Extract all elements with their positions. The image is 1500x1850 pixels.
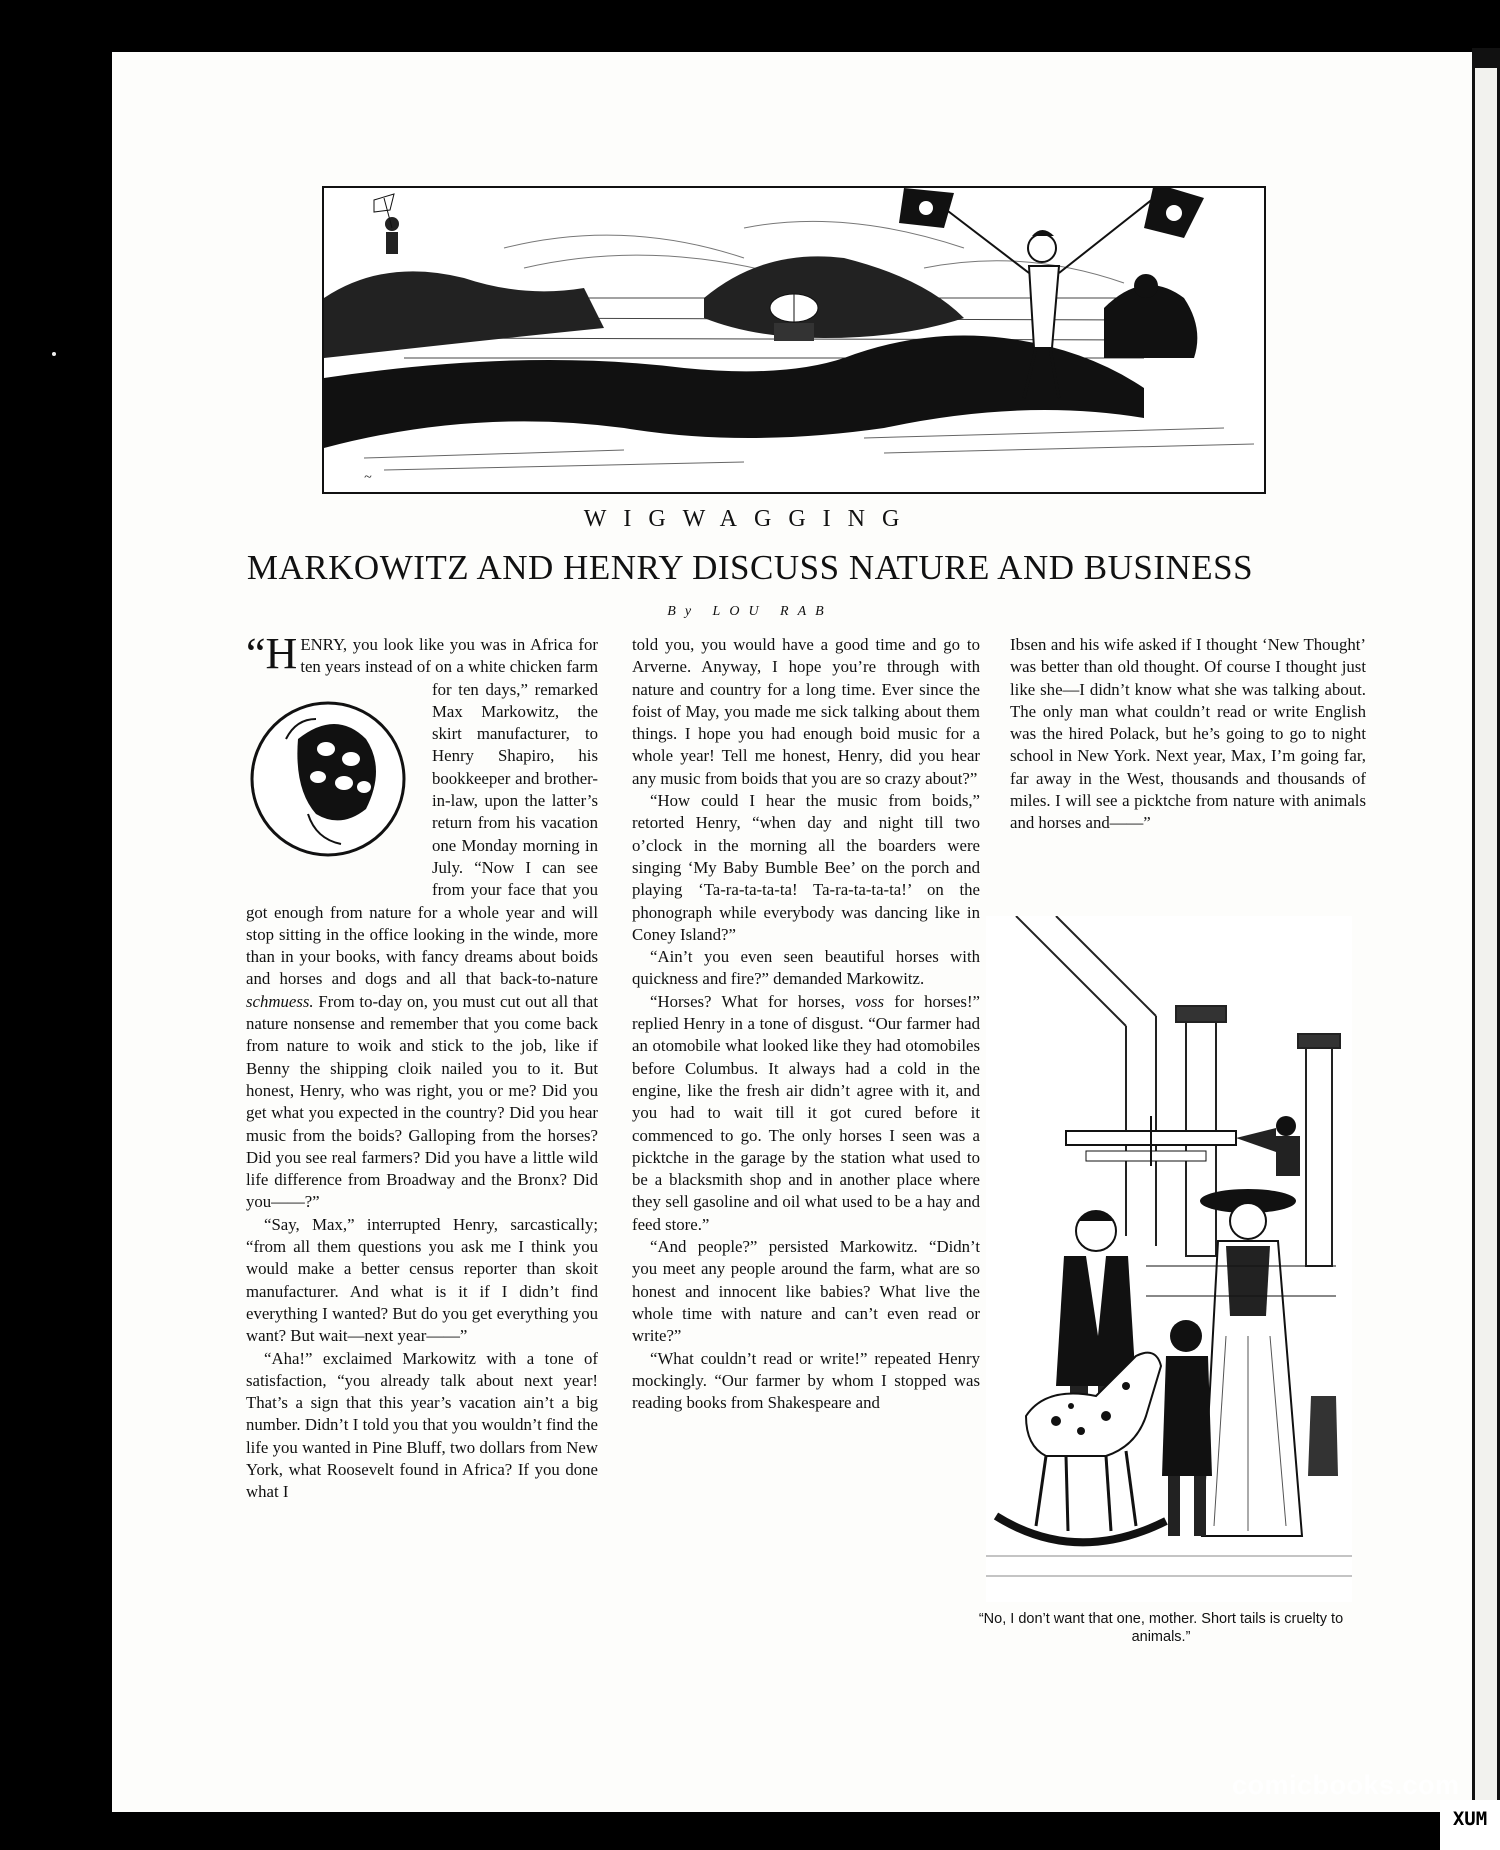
paragraph: Ibsen and his wife asked if I thought ‘New Thought’ was better than old thought. Of course I thought just like she—I didn’t know what she was talking about. The only man what couldn’t read or write English was the hired Polack, but he’s going to go to night school in New York. Next year, Max, I’m going far, far away in the West, thousands and thousands of miles. I will see a picktche from nature with animals and horses and——” (1010, 635, 1366, 833)
drop-cap: “H (246, 629, 298, 678)
paragraph-text: ENRY, you look like you was in Africa for ten years instead of on a white chicken farm for ten days,” (300, 635, 598, 699)
reclining-figure (770, 294, 818, 341)
paragraph (632, 991, 980, 1236)
scan-speck (52, 352, 56, 356)
paragraph: “Ain’t you even seen beautiful horses with quickness and fire?” demanded Markowitz. (632, 947, 980, 989)
article-column-1 (246, 629, 598, 1504)
facing-page-edge (1472, 48, 1500, 1820)
paragraph (246, 629, 598, 1214)
emphasis-text: schmuess. (246, 991, 314, 1011)
paragraph: “What couldn’t read or write!” repeated Henry mockingly. “Our farmer by whom I stopped was reading books from Shakespeare and (632, 1348, 980, 1413)
article-column-2 (632, 634, 980, 1414)
section-kicker: WIGWAGGING (583, 506, 917, 532)
byline: By LOU RAB (667, 604, 833, 619)
artist-signature: ~ (364, 470, 372, 485)
site-watermark: comicbooks.com (1232, 1770, 1460, 1800)
paragraph-text: “Horses? What for horses, (650, 991, 856, 1011)
paragraph: “And people?” persisted Markowitz. “Didn’t you meet any people around the farm, what are so honest and innocent like babies? What live the whole time with nature and can’t even read or write?” (632, 1237, 980, 1346)
paragraph-text: for horses!” replied Henry in a tone of disgust. “Our farmer had an otomobile what looked like they had otomobiles before Columbus. It always had a cold in the engine, like the fresh air didn’t agree with it, and you had to wait till it got cured before it commenced to go. The only horses I seen was a picktche in the garage by the station what used to be a blacksmith shop and in another place where they sell gasoline and oil what used to be a hay and feed store.” (632, 991, 981, 1234)
header-illustration (322, 186, 1266, 494)
paragraph-text: remarked Max Markowitz, the skirt manufacturer, to Henry Shapiro, his bookkeeper and brother-in-law, upon the latter’s return from his vacation one Monday morning in July. “Now I can see from your face that you got enough from nature for a whole year and will stop sitting in the office looking in the winde, more than in your books, with fancy dreams about boids and horses and dogs and all that back-to-nature (246, 679, 598, 989)
illustration-caption: “No, I don’t want that one, mother. Short tails is cruelty to animals.” (978, 1611, 1344, 1645)
paragraph-text: From to-day on, you must cut out all that nature nonsense and remember that you come back from nature to woik and stick to the job, like if Benny the shipping cloik nailed you to it. But honest, Henry, who was right, you or me? Did you get what you expected in the country? Did you hear music from the boids? Galloping from the horses? Did you see real farmers? Did you have a little wild life difference from Broadway and the Bronx? Did you——?” (246, 991, 598, 1212)
portrait-medallion (246, 679, 422, 879)
article-headline: MARKOWITZ AND HENRY DISCUSS NATURE AND BUSINESS (246, 548, 1254, 587)
emphasis-text: voss (855, 991, 885, 1011)
beach-scene-drawing (324, 188, 1264, 492)
scanner-badge: XUM (1440, 1800, 1500, 1850)
paragraph: “How could I hear the music from boids,” retorted Henry, “when day and night till two o’clock in the morning all the boarders were singing ‘My Baby Bumble Bee’ on the porch and playing ‘Ta-ra-ta-ta-ta! Ta-ra-ta-ta-ta!’ on the phonograph while everybody was dancing like in Coney Island?” (632, 791, 980, 944)
article-column-3 (1010, 634, 1366, 835)
toy-shop-drawing (986, 916, 1352, 1602)
paragraph: “Aha!” exclaimed Markowitz with a tone of satisfaction, “you already talk about next year! That’s a sign that this year’s vacation ain’t a big number. Didn’t I told you that you wouldn’t find the life you wanted in Pine Bluff, two dollars from New York, what Roosevelt found in Africa? If you done what I (246, 1348, 598, 1502)
paragraph: told you, you would have a good time and go to Arverne. Anyway, I hope you’re through with nature and country for a long time. Ever since the foist of May, you made me sick talking about them things. I hope you had enough boid music for a whole year! Tell me honest, Henry, did you hear any music from boids that you are so crazy about?” (632, 635, 980, 788)
paragraph: “Say, Max,” interrupted Henry, sarcastically; “from all them questions you ask me I think you would make a better census reporter than skoit manufacturer. And what is it if I didn’t find everything I wanted? But do you get everything you want? But wait—next year——” (246, 1214, 598, 1346)
toy-shop-illustration (986, 916, 1352, 1602)
